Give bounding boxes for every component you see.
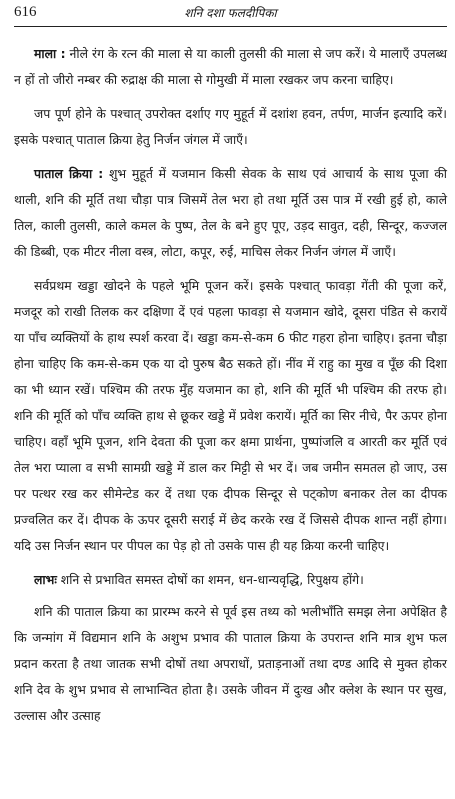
paragraph-term: लाभः (34, 572, 57, 587)
paragraph-jap-purna (14, 101, 447, 153)
paragraph-patal-kriya (14, 161, 447, 265)
paragraph-text: नीले रंग के रत्न की माला से या काली तुलसी की माला से जप करें। ये मालाएँ उपलब्ध न हों तो जीरो नम्बर की रुद्राक्ष की माला से गोमुखी में माला रखकर जप करना चाहिए। (14, 46, 447, 87)
running-title: शनि दशा फलदीपिका (184, 6, 277, 20)
paragraph-term: पाताल क्रिया : (34, 166, 104, 181)
paragraph-term: माला : (34, 46, 66, 61)
paragraph-labh (14, 567, 447, 593)
paragraph-text: शनि की पाताल क्रिया का प्रारम्भ करने से पूर्व इस तथ्य को भलीभाँति समझ लेना अपेक्षित है कि जन्मांग में विद्यमान शनि के अशुभ प्रभाव की पाताल क्रिया के उपरान्त शनि मात्र शुभ फल प्रदान करता है तथा जातक सभी दोषों तथा अपराधों, प्रताड़नाओं तथा दण्ड आदि से मुक्त होकर शनि देव के शुभ प्रभाव से लाभान्वित होता है। उसके जीवन में दुःख और क्लेश के स्थान पर सुख, उल्लास और उत्साह (14, 604, 447, 723)
paragraph-text: जप पूर्ण होने के पश्चात् उपरोक्त दर्शाए गए मुहूर्त में दशांश हवन, तर्पण, मार्जन इत्यादि करें। इसके पश्चात् पाताल क्रिया हेतु निर्जन जंगल में जाएँ। (14, 106, 447, 147)
paragraph-text: शुभ मुहूर्त में यजमान किसी सेवक के साथ एवं आचार्य के साथ पूजा की थाली, शनि की मूर्ति तथा चौड़ा पात्र जिसमें तेल भरा हो तथा मूर्ति उस पात्र में रखी हुई हो, काले तिल, काली तुलसी, काले कमल के पुष्प, तेल के बने हुए पूए, उड़द सावुत, दही, सिन्दूर, कज्जल की डिब्बी, एक मीटर नीला वस्त्र, लोटा, कपूर, रुई, माचिस लेकर निर्जन जंगल में जाएँ। (14, 166, 448, 259)
paragraph-procedure (14, 273, 447, 559)
paragraph-conclusion (14, 599, 447, 729)
paragraph-text: शनि से प्रभावित समस्त दोषों का शमन, धन-धान्यवृद्धि, रिपुक्षय होंगे। (56, 572, 364, 587)
paragraph-text: सर्वप्रथम खड्डा खोदने के पहले भूमि पूजन करें। इसके पश्चात् फावड़ा गेंती की पूजा करें, मजदूर को राखी तिलक कर दक्षिणा दें एवं पहला फावड़ा से यजमान खोदे, दूसरा पंडित से करायें या पाँच व्यक्तियों के हाथ स्पर्श करवा दें। खड्डा कम-से-कम 6 फीट गहरा होना चाहिए। इतना चौड़ा होना चाहिए कि कम-से-कम एक या दो पुरुष बैठ सकते हों। नींव में राहु का मुख व पूँछ की दिशा का भी ध्यान रखें। पश्चिम की तरफ मुँह यजमान का हो, शनि की मूर्ति भी पश्चिम की तरफ हो। शनि की मूर्ति को पाँच व्यक्ति हाथ से छूकर खड्डे में प्रवेश करायें। मूर्ति का सिर नीचे, पैर ऊपर होना चाहिए। वहाँ भूमि पूजन, शनि देवता की पूजा कर क्षमा प्रार्थना, पुष्पांजलि व आरती कर मूर्ति एवं तेल भरा प्याला व सभी सामग्री खड्डे में डाल कर मिट्टी से भर दें। जब जमीन समतल हो जाए, उस पर पत्थर रख कर सीमेन्टेड कर दें तथा एक दीपक सिन्दूर से पट्कोण बनाकर तेल का दीपक प्रज्वलित कर दें। दीपक के ऊपर दूसरी सराई में छेद करके रख दें जिससे दीपक शान्त नहीं होगा। यदि उस निर्जन स्थान पर पीपल का पेड़ हो तो उसके पास ही यह क्रिया करनी चाहिए। (14, 278, 447, 553)
page-header (14, 0, 447, 27)
page-number: 616 (14, 4, 37, 20)
paragraph-mala (14, 41, 447, 93)
